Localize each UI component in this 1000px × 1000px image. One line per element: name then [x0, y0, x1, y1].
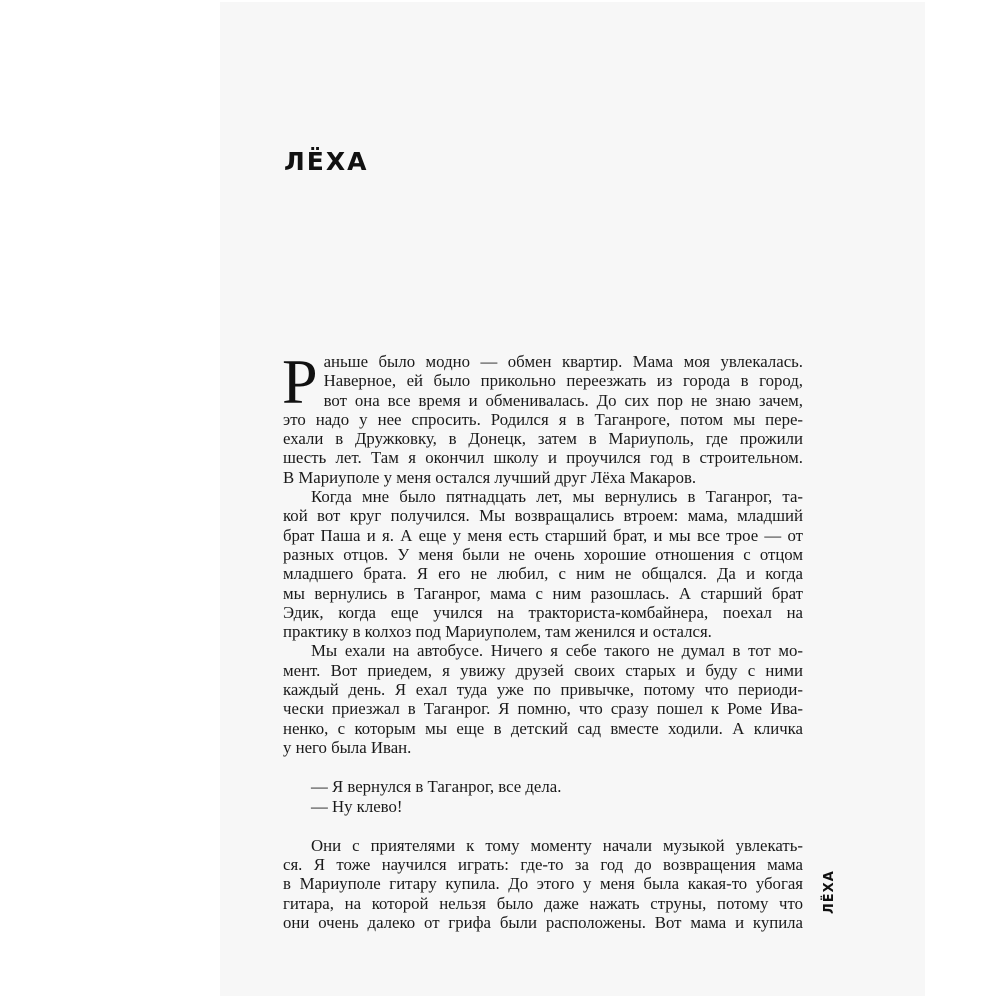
dialog-line: — Ну клево!	[311, 796, 403, 816]
text-line: брат Паша и я. А еще у меня есть старший брат, и мы все трое — от	[283, 525, 803, 545]
text-line: в Мариуполе гитару купила. До этого у меня была какая-то убогая	[283, 874, 803, 894]
text-line: Наверное, ей было прикольно переезжать из города в город,	[323, 371, 803, 391]
text-line: каждый день. Я ехал туда уже по привычке, потому что периоди-	[283, 680, 803, 700]
running-head	[822, 870, 842, 914]
paragraph-2	[283, 487, 803, 641]
book-page	[220, 2, 925, 996]
text-line: младшего брата. Я его не любил, с ним не общался. Да и когда	[283, 564, 803, 584]
text-line: Эдик, когда еще учился на тракториста-комбайнера, поехал на	[283, 602, 803, 622]
text-line: ехали в Дружковку, в Донецк, затем в Мариуполь, где прожили	[283, 429, 803, 449]
running-head-label: ЛЁХА	[822, 870, 837, 914]
text-line: ся. Я тоже научился играть: где-то за год до возвращения мама	[283, 855, 803, 875]
chapter-body	[282, 346, 803, 933]
text-line: это надо у нее спросить. Родился я в Таганроге, потом мы пере-	[283, 409, 803, 429]
text-line: Когда мне было пятнадцать лет, мы вернулись в Таганрог, та-	[311, 487, 803, 507]
text-line: аньше было модно — обмен квартир. Мама моя увлекалась.	[323, 352, 803, 371]
text-line: кой вот круг получился. Мы возвращались втроем: мама, младший	[283, 506, 803, 526]
text-line: шесть лет. Там я окончил школу и проучился год в строительном.	[283, 448, 803, 468]
text-line: чески приезжал в Таганрог. Я помню, что сразу пошел к Роме Ива-	[283, 699, 803, 719]
paragraph-3	[283, 641, 803, 757]
text-line: Мы ехали на автобусе. Ничего я себе такого не думал в тот мо-	[311, 641, 803, 661]
text-line: они очень далеко от грифа были расположены. Вот мама и купила	[283, 913, 803, 933]
text-line: В Мариуполе у меня остался лучший друг Лёха Макаров.	[283, 467, 697, 487]
text-line: вот она все время и обменивалась. До сих пор не знаю зачем,	[323, 390, 803, 410]
paragraph-4	[283, 836, 803, 932]
paragraph-1	[282, 346, 803, 487]
drop-cap: Р	[282, 346, 318, 417]
text-line: разных отцов. У меня были не очень хорошие отношения с отцом	[283, 544, 803, 564]
text-line: практику в колхоз под Мариуполем, там женился и остался.	[283, 622, 712, 642]
text-line: ненко, с которым мы еще в детский сад вместе ходили. А кличка	[283, 718, 803, 738]
text-line: гитара, на которой нельзя было даже нажать струны, потому что	[283, 893, 803, 913]
text-line: мы вернулись в Таганрог, мама с ним разошлась. А старший брат	[283, 583, 803, 603]
dialog-block	[283, 777, 803, 816]
text-line: у него была Иван.	[283, 737, 412, 757]
text-line: Они с приятелями к тому моменту начали музыкой увлекать-	[311, 835, 803, 855]
dialog-line: — Я вернулся в Таганрог, все дела.	[311, 777, 562, 797]
text-line: мент. Вот приедем, я увижу друзей своих старых и буду с ними	[283, 660, 803, 680]
chapter-title: ЛЁХА	[284, 147, 369, 176]
